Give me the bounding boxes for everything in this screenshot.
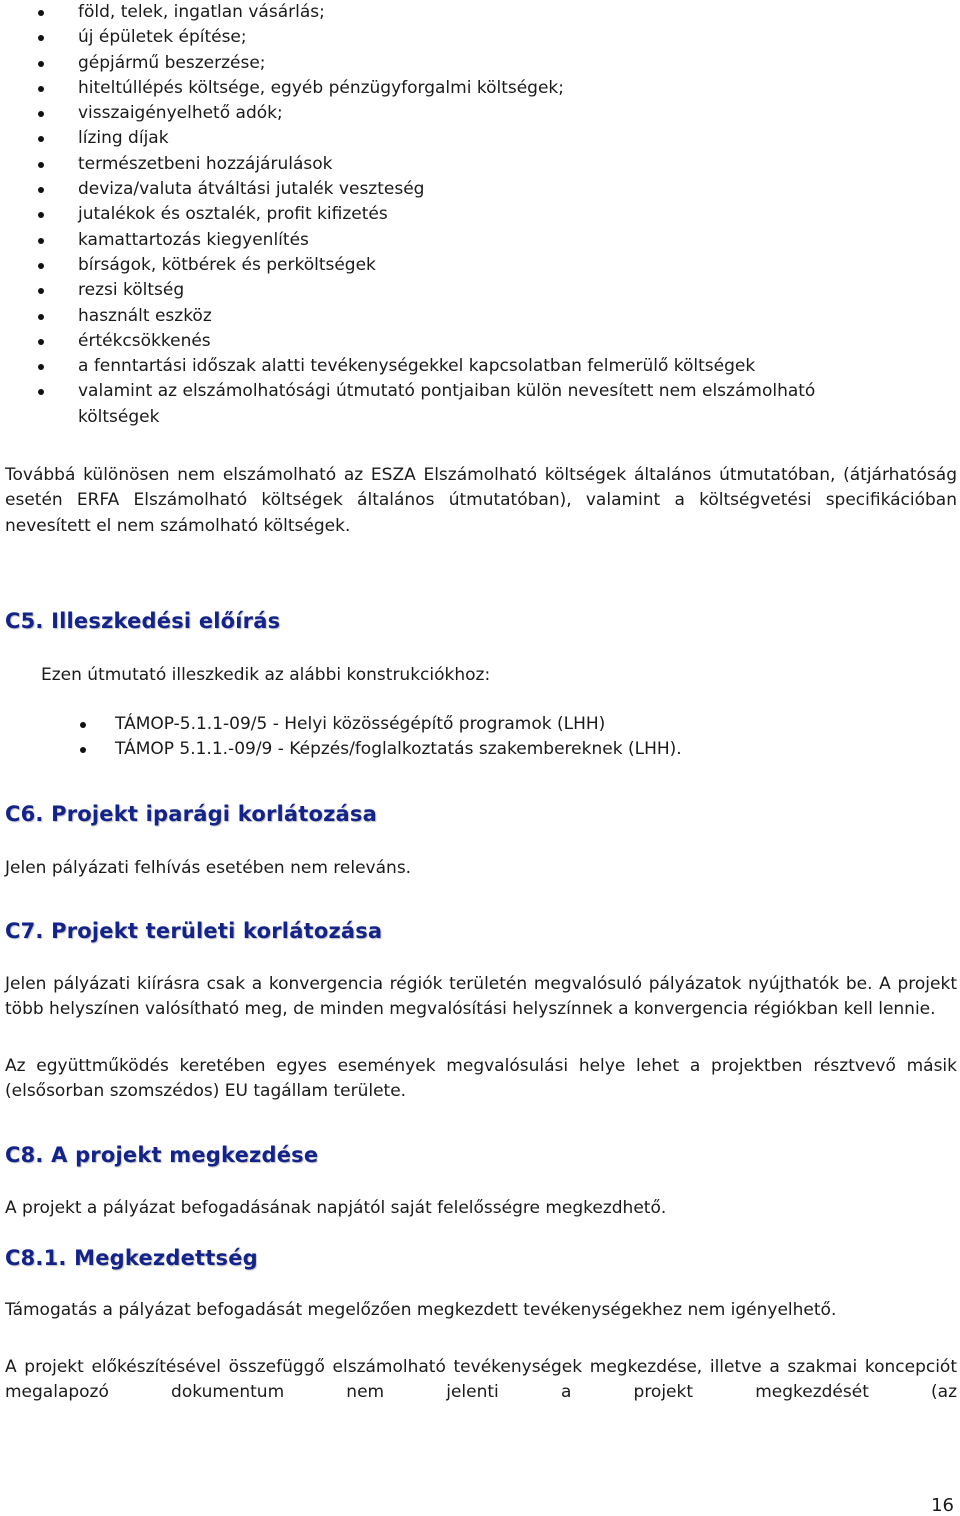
list-item: új épületek építése; [0,25,880,50]
list-item: gépjármű beszerzése; [0,51,880,76]
list-item: deviza/valuta átváltási jutalék veszteség [0,177,880,202]
list-item: föld, telek, ingatlan vásárlás; [0,0,880,25]
list-item: kamattartozás kiegyenlítés [0,228,880,253]
bullet-icon [38,187,44,193]
section-heading-c7: C7. Projekt területi korlátozása [5,919,383,943]
c8-1-paragraph-1: Támogatás a pályázat befogadását megelőzően megkezdett tevékenységekhez nem igényelhető. [5,1300,837,1320]
bullet-icon [38,61,44,67]
bullet-icon [38,389,44,395]
section-heading-c8: C8. A projekt megkezdése [5,1143,319,1167]
bullet-icon [38,288,44,294]
bullet-icon [38,10,44,16]
bullet-icon [38,136,44,142]
list-item: használt eszköz [0,304,880,329]
bullet-icon [38,339,44,345]
list-item: valamint az elszámolhatósági útmutató pontjaiban külön nevesített nem elszámolható költségek [0,379,880,430]
section-heading-c5: C5. Illeszkedési előírás [5,609,281,633]
bullet-icon [38,263,44,269]
paragraph-tovabba: Továbbá különösen nem elszámolható az ESZA Elszámolható költségek általános útmutatóban, (átjárhatóság esetén ERFA Elszámolható költségek általános útmutatóban), valamint a költségvetési specifikációban nevesített el nem számolható költségek. [5,465,957,536]
list-item: TÁMOP 5.1.1.-09/9 - Képzés/foglalkoztatás szakembereknek (LHH). [0,737,900,762]
list-item: a fenntartási időszak alatti tevékenységekkel kapcsolatban felmerülő költségek [0,354,880,379]
bullet-icon [80,722,86,728]
list-item: rezsi költség [0,278,880,303]
c8-1-paragraph-2: A projekt előkészítésével összefüggő elszámolható tevékenységek megkezdése, illetve a szakmai koncepciót megalapozó dokumentum nem jelenti a projekt megkezdését (az [5,1357,957,1403]
list-item: TÁMOP-5.1.1-09/5 - Helyi közösségépítő programok (LHH) [0,712,900,737]
list-item: lízing díjak [0,126,880,151]
excluded-costs-list [0,0,880,430]
list-item: visszaigényelhető adók; [0,101,880,126]
bullet-icon [38,86,44,92]
section-heading-c8-1: C8.1. Megkezdettség [5,1246,258,1270]
bullet-icon [80,747,86,753]
list-item: hiteltúllépés költsége, egyéb pénzügyforgalmi költségek; [0,76,880,101]
bullet-icon [38,162,44,168]
list-item: értékcsökkenés [0,329,880,354]
bullet-icon [38,35,44,41]
bullet-icon [38,212,44,218]
c5-intro: Ezen útmutató illeszkedik az alábbi konstrukciókhoz: [41,665,491,685]
c7-paragraph-1: Jelen pályázati kiírásra csak a konvergencia régiók területén megvalósuló pályázatok nyújthatók be. A projekt több helyszínen valósítható meg, de minden megvalósítási helyszínnek a konvergencia régiókban kell lennie. [5,974,957,1020]
bullet-icon [38,314,44,320]
section-heading-c6: C6. Projekt iparági korlátozása [5,802,377,826]
bullet-icon [38,364,44,370]
constructions-list [0,712,900,763]
page-number: 16 [931,1495,954,1516]
bullet-icon [38,111,44,117]
c6-text: Jelen pályázati felhívás esetében nem releváns. [5,858,412,878]
bullet-icon [38,238,44,244]
list-item: bírságok, kötbérek és perköltségek [0,253,880,278]
c7-paragraph-2: Az együttműködés keretében egyes események megvalósulási helye lehet a projektben résztvevő másik (elsősorban szomszédos) EU tagállam területe. [5,1056,957,1102]
c8-text: A projekt a pályázat befogadásának napjától saját felelősségre megkezdhető. [5,1198,667,1218]
list-item: jutalékok és osztalék, profit kifizetés [0,202,880,227]
list-item: természetbeni hozzájárulások [0,152,880,177]
